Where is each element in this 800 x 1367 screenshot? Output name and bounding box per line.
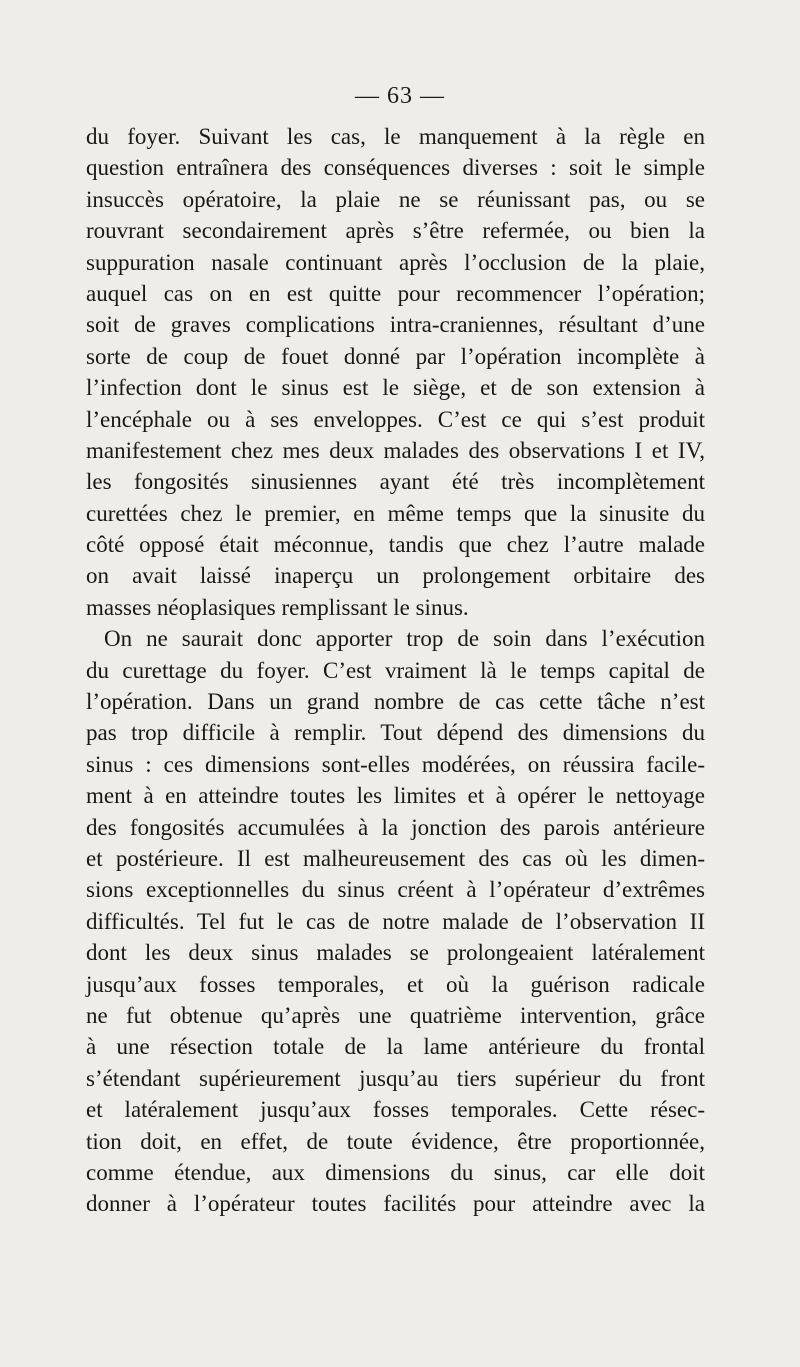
text-line: et postérieure. Il est malheureusement des cas où les dimen-	[86, 845, 705, 871]
text-line: sions exceptionnelles du sinus créent à l’opérateur d’extrêmes	[86, 877, 705, 903]
text-line: l’opération. Dans un grand nombre de cas cette tâche n’est	[86, 689, 705, 715]
text-line: et latéralement jusqu’aux fosses temporales. Cette résec-	[86, 1097, 705, 1123]
text-line: l’encéphale ou à ses enveloppes. C’est ce qui s’est produit	[86, 406, 705, 432]
text-line: jusqu’aux fosses temporales, et où la guérison radicale	[86, 971, 705, 997]
text-line: côté opposé était méconnue, tandis que chez l’autre malade	[86, 532, 705, 558]
text-line: ne fut obtenue qu’après une quatrième intervention, grâce	[86, 1002, 705, 1028]
paragraph-end-line: masses néoplasiques remplissant le sinus.	[86, 594, 469, 620]
text-line: on avait laissé inaperçu un prolongement orbitaire des	[86, 563, 705, 589]
text-line: difficultés. Tel fut le cas de notre malade de l’observation II	[86, 908, 705, 934]
text-line: curettées chez le premier, en même temps que la sinusite du	[86, 500, 705, 526]
text-line: comme étendue, aux dimensions du sinus, car elle doit	[86, 1159, 705, 1185]
text-line: du foyer. Suivant les cas, le manquement à la règle en	[86, 124, 705, 149]
text-line: s’étendant supérieurement jusqu’au tiers supérieur du front	[86, 1065, 705, 1091]
text-line: question entraînera des conséquences diverses : soit le simple	[86, 155, 705, 181]
text-line: auquel cas on en est quitte pour recommencer l’opération;	[86, 280, 705, 306]
text-line: insuccès opératoire, la plaie ne se réunissant pas, ou se	[86, 186, 705, 212]
text-line: manifestement chez mes deux malades des observations I et IV,	[86, 437, 705, 463]
text-line: suppuration nasale continuant après l’occlusion de la plaie,	[86, 249, 705, 275]
text-line: rouvrant secondairement après s’être refermée, ou bien la	[86, 218, 705, 244]
text-line: tion doit, en effet, de toute évidence, être proportionnée,	[86, 1128, 705, 1154]
text-line: soit de graves complications intra-craniennes, résultant d’une	[86, 312, 705, 338]
text-line: l’infection dont le sinus est le siège, et de son extension à	[86, 375, 705, 401]
text-line: sorte de coup de fouet donné par l’opération incomplète à	[86, 343, 705, 369]
text-line: ment à en atteindre toutes les limites et à opérer le nettoyage	[86, 783, 705, 809]
paragraph-start-line: On ne saurait donc apporter trop de soin dans l’exécution	[104, 626, 705, 652]
text-line: les fongosités sinusiennes ayant été très incomplètement	[86, 469, 705, 495]
text-line: pas trop difficile à remplir. Tout dépend des dimensions du	[86, 720, 705, 746]
text-line: du curettage du foyer. C’est vraiment là le temps capital de	[86, 657, 705, 683]
text-line: sinus : ces dimensions sont-elles modérées, on réussira facile-	[86, 751, 705, 777]
text-line: des fongosités accumulées à la jonction des parois antérieure	[86, 814, 705, 840]
body-text	[86, 121, 705, 1220]
page-number: — 63 —	[355, 83, 445, 109]
text-line: à une résection totale de la lame antérieure du frontal	[86, 1034, 705, 1060]
text-line: dont les deux sinus malades se prolongeaient latéralement	[86, 940, 705, 966]
text-line: donner à l’opérateur toutes facilités pour atteindre avec la	[86, 1191, 705, 1217]
